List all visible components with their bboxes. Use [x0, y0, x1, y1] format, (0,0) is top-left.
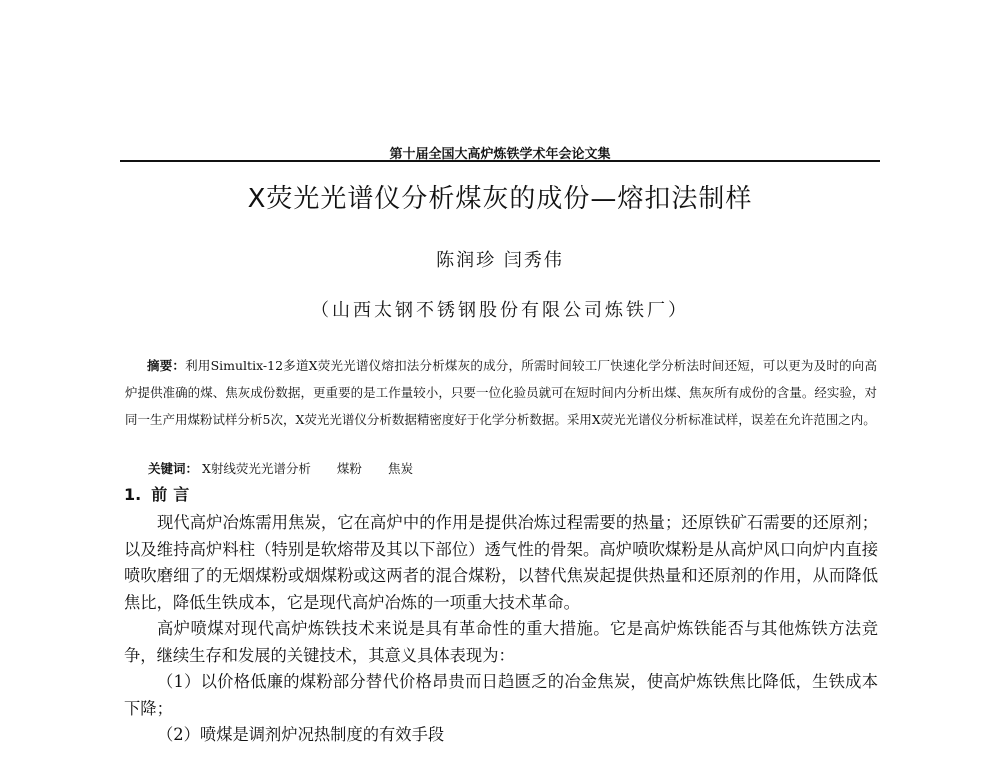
body-paragraph: （2）喷煤是调剂炉况热制度的有效手段	[157, 725, 445, 744]
abstract-label: 摘要：	[147, 358, 186, 373]
header-rule	[120, 160, 880, 162]
body-paragraph: 现代高炉冶炼需用焦炭，它在高炉中的作用是提供冶炼过程需要的热量；还原铁矿石需要的还原剂；以及维持高炉料柱（特别是软熔带及其以下部位）透气性的骨架。高炉喷吹煤粉是从高炉风口向炉内直接喷吹磨细了的无烟煤粉或烟煤粉或这两者的混合煤粉，以替代焦炭起提供热量和还原剂的作用，从而降低焦比，降低生铁成本，它是现代高炉冶炼的一项重大技术革命。	[124, 513, 878, 612]
body-text	[124, 510, 878, 749]
section-title: 前言	[151, 485, 196, 504]
keywords-line	[148, 458, 878, 480]
abstract-text: 利用Simultix-12多道X荧光光谱仪熔扣法分析煤灰的成分，所需时间较工厂快速化学分析法时间还短，可以更为及时的向高炉提供准确的煤、焦灰成份数据，更重要的是工作量较小，只要一位化验员就可在短时间内分析出煤、焦灰所有成份的含量。经实验，对同一生产用煤粉试样分析5次，X荧光光谱仪分析数据精密度好于化学分析数据。采用X荧光光谱仪分析标准试样，误差在允许范围之内。	[125, 358, 877, 427]
section-heading-introduction	[124, 484, 424, 506]
keyword-coke: 焦炭	[387, 461, 413, 476]
section-number: 1.	[124, 485, 142, 504]
body-paragraph: 高炉喷煤对现代高炉炼铁技术来说是具有革命性的重大措施。它是高炉炼铁能否与其他炼铁方法竞争，继续生存和发展的关键技术，其意义具体表现为：	[124, 619, 878, 665]
keywords-label: 关键词：	[148, 461, 199, 476]
running-head: 第十届全国大高炉炼铁学术年会论文集	[389, 147, 611, 162]
abstract-block	[125, 352, 877, 433]
paper-title: X荧光光谱仪分析煤灰的成份—熔扣法制样	[247, 184, 753, 214]
keyword-coal-powder: 煤粉	[336, 461, 362, 476]
keyword-xrf: X射线荧光光谱分析	[202, 461, 311, 476]
body-paragraph: （1）以价格低廉的煤粉部分替代价格昂贵而日趋匮乏的冶金焦炭，使高炉炼铁焦比降低，生铁成本下降；	[124, 672, 878, 718]
paper-authors: 陈润珍 闫秀伟	[436, 250, 564, 271]
paper-affiliation: （山西太钢不锈钢股份有限公司炼铁厂）	[311, 300, 689, 321]
